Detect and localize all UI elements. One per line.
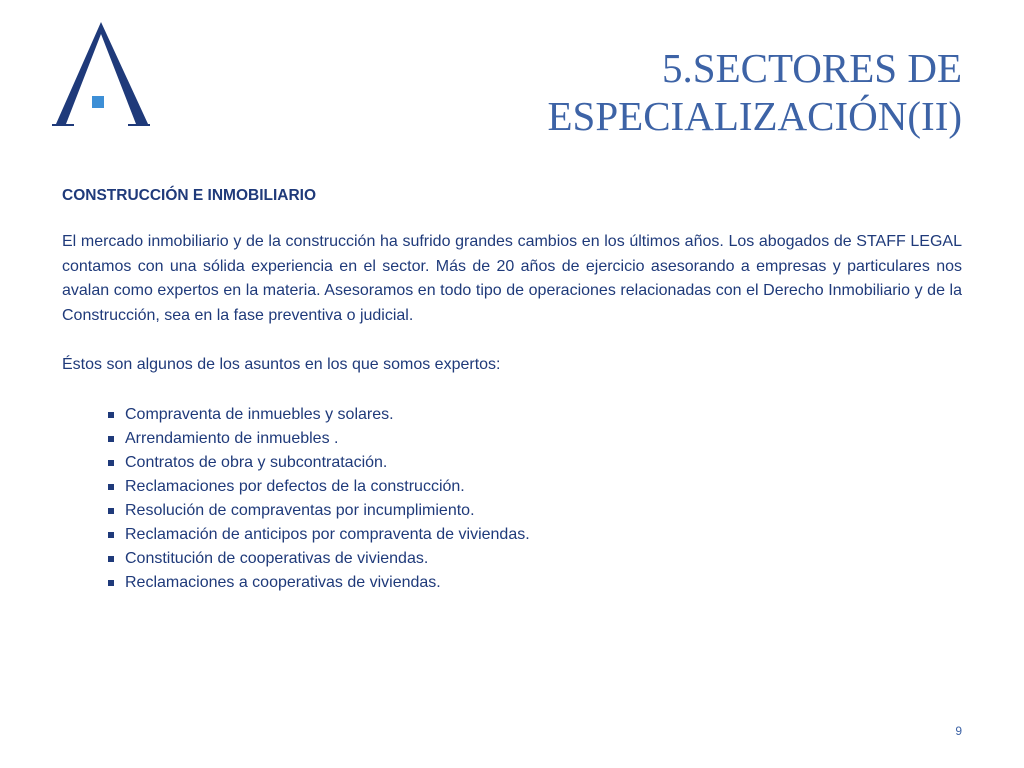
- square-bullet-icon: [108, 532, 114, 538]
- list-item-text: Reclamación de anticipos por compraventa de viviendas.: [125, 526, 530, 543]
- square-bullet-icon: [108, 508, 114, 514]
- page-number: 9: [955, 724, 962, 738]
- section-intro: Éstos son algunos de los asuntos en los que somos expertos:: [62, 356, 501, 373]
- a-letter-logo-icon: [52, 20, 150, 128]
- square-bullet-icon: [108, 436, 114, 442]
- page-title-line-1: 5.SECTORES DE: [662, 45, 962, 91]
- list-item-text: Resolución de compraventas por incumplimiento.: [125, 502, 475, 519]
- list-item-text: Compraventa de inmuebles y solares.: [125, 406, 394, 423]
- list-item: [106, 499, 962, 523]
- list-item-text: Reclamaciones por defectos de la construcción.: [125, 478, 465, 495]
- square-bullet-icon: [108, 460, 114, 466]
- list-item: [106, 547, 962, 571]
- list-item: [106, 571, 962, 595]
- list-item-text: Contratos de obra y subcontratación.: [125, 454, 388, 471]
- list-item-text: Reclamaciones a cooperativas de viviendas.: [125, 574, 441, 591]
- list-item-text: Constitución de cooperativas de viviendas.: [125, 550, 429, 567]
- list-item: [106, 427, 962, 451]
- square-bullet-icon: [108, 556, 114, 562]
- expertise-list: [62, 403, 962, 595]
- section-paragraph: El mercado inmobiliario y de la construcción ha sufrido grandes cambios en los últimos años. Los abogados de STAFF LEGAL contamos con una sólida experiencia en el sector. Más de 20 años de ejercicio asesorando a empresas y particulares nos avalan como expertos en la materia. Asesoramos en todo tipo de operaciones relacionadas con el Derecho Inmobiliario y de la Construcción, sea en la fase preventiva o judicial.: [62, 233, 962, 324]
- list-item: [106, 475, 962, 499]
- square-bullet-icon: [108, 484, 114, 490]
- list-item-text: Arrendamiento de inmuebles .: [125, 430, 339, 447]
- slide-content: [62, 186, 962, 595]
- list-item: [106, 523, 962, 547]
- list-item: [106, 403, 962, 427]
- page-title: [548, 44, 962, 140]
- page-title-line-2: ESPECIALIZACIÓN(II): [547, 93, 962, 139]
- square-bullet-icon: [108, 580, 114, 586]
- list-item: [106, 451, 962, 475]
- square-bullet-icon: [108, 412, 114, 418]
- section-heading: CONSTRUCCIÓN E INMOBILIARIO: [62, 187, 317, 204]
